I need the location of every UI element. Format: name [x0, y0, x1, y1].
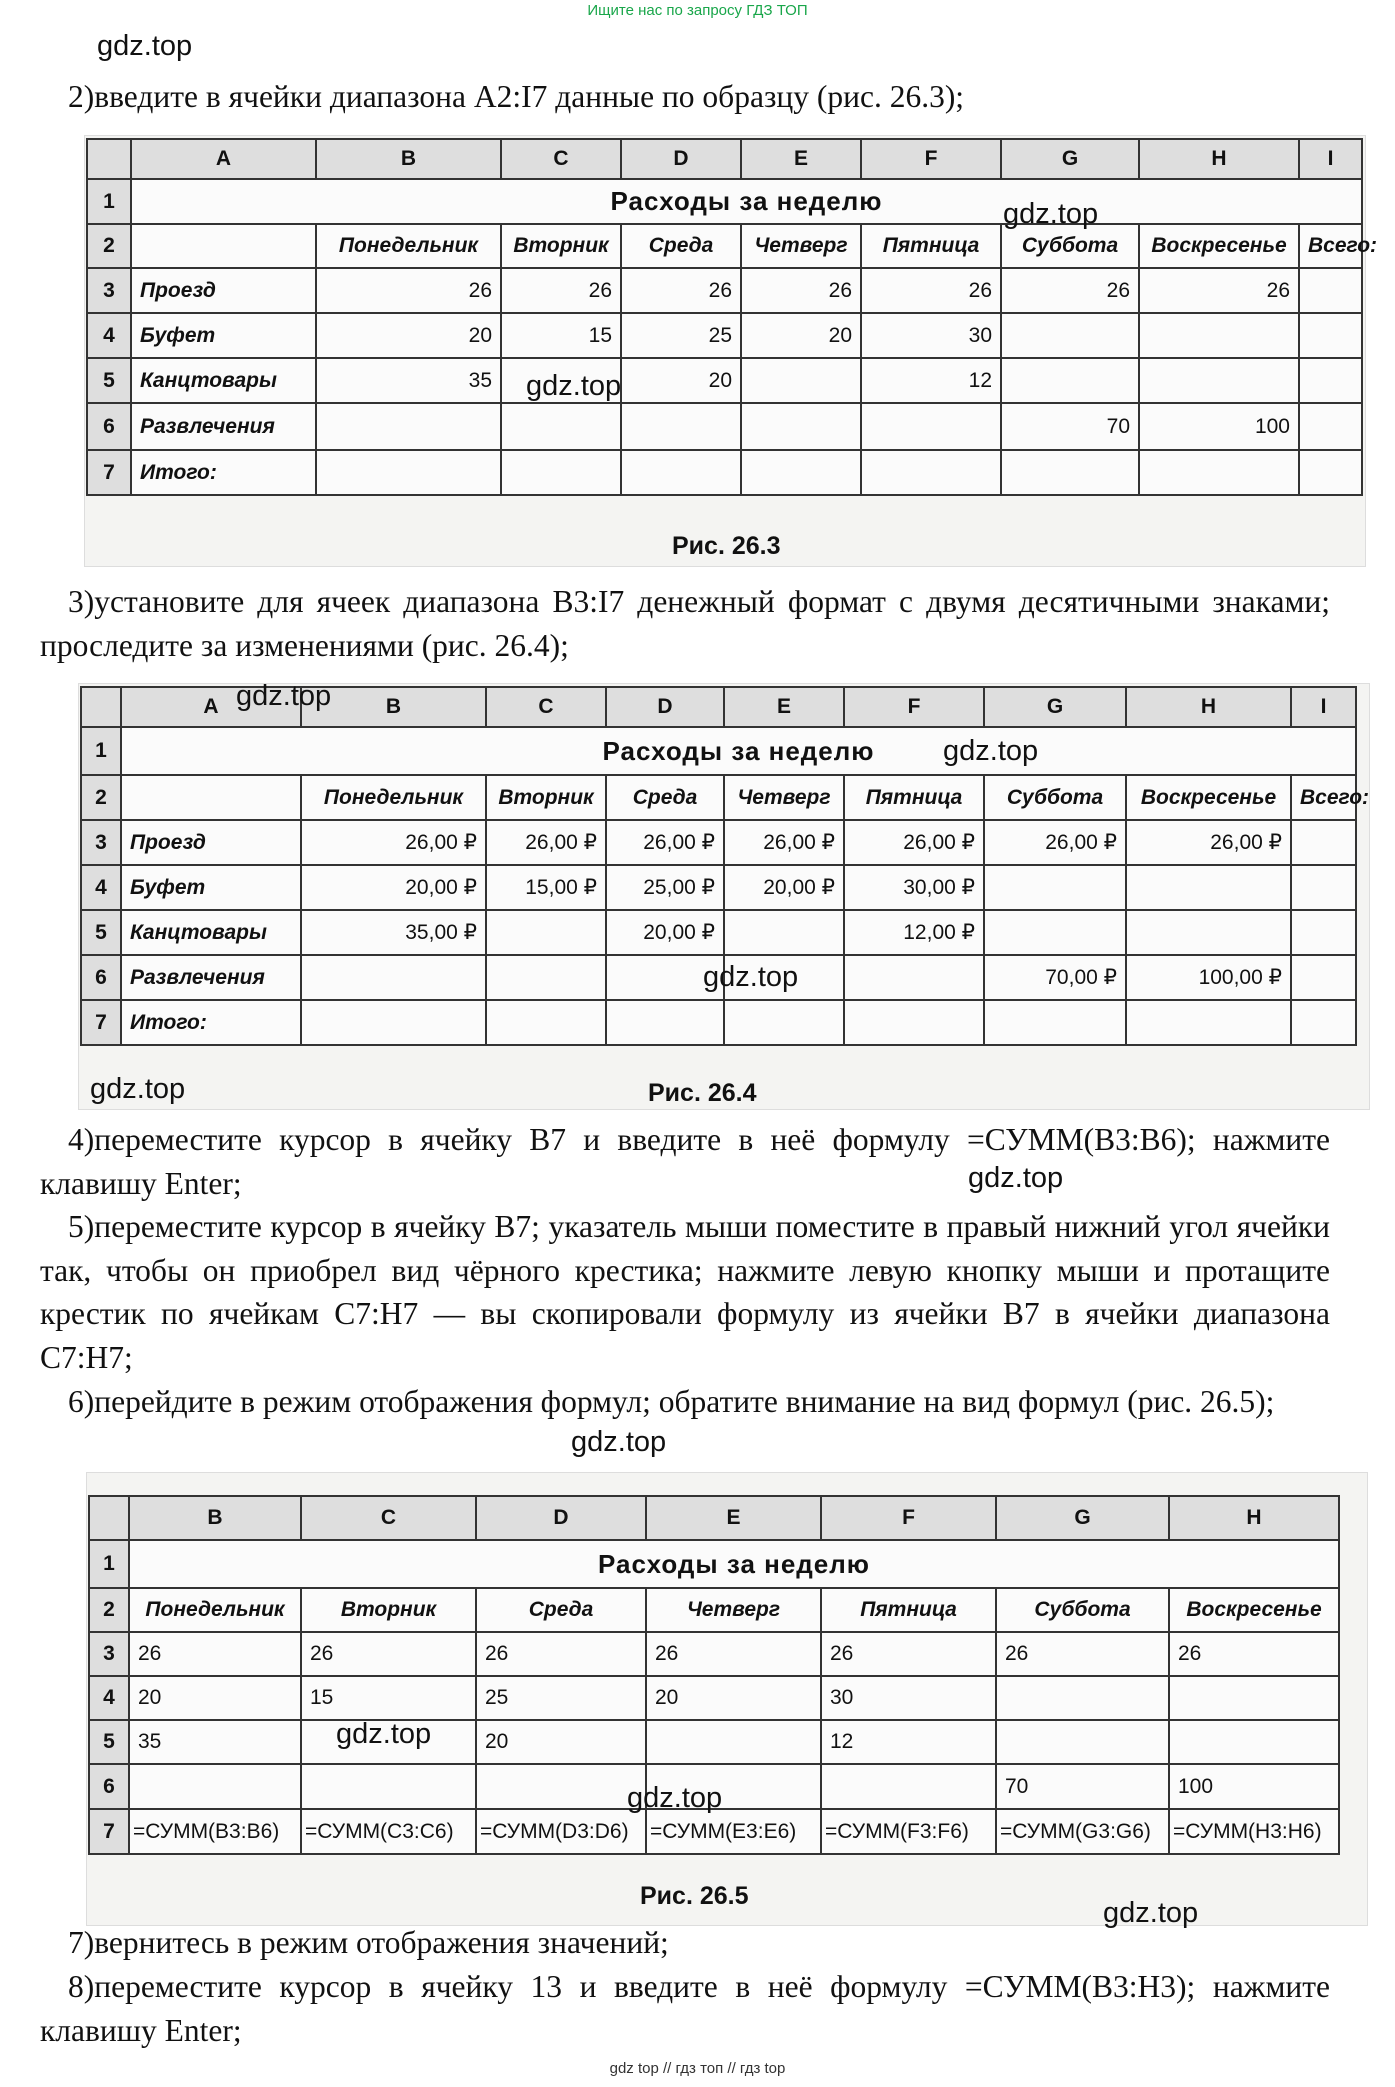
cell: [861, 450, 1001, 495]
cell: 100: [1169, 1764, 1339, 1809]
formula-cell: =СУММ(H3:H6): [1169, 1809, 1339, 1854]
figure-caption: Рис. 26.5: [640, 1882, 749, 1910]
cell: 30: [821, 1676, 996, 1720]
col-header: A: [131, 139, 316, 179]
row-header: 2: [81, 775, 121, 820]
cell: 26: [1139, 268, 1299, 313]
row-label: Буфет: [131, 313, 316, 358]
row-header: 5: [87, 358, 131, 403]
watermark: gdz.top: [571, 1426, 667, 1458]
corner-cell: [87, 139, 131, 179]
watermark: gdz.top: [90, 1073, 186, 1105]
row-label: Итого:: [131, 450, 316, 495]
day-header: Суббота: [984, 775, 1126, 820]
cell: 35,00 ₽: [301, 910, 486, 955]
cell: 35: [316, 358, 501, 403]
row-header: 4: [89, 1676, 129, 1720]
formula-cell: =СУММ(C3:C6): [301, 1809, 476, 1854]
row-header: 1: [81, 727, 121, 775]
col-header: H: [1139, 139, 1299, 179]
cell: [131, 224, 316, 268]
cell: 20,00 ₽: [606, 910, 724, 955]
cell: [996, 1676, 1169, 1720]
cell: 30,00 ₽: [844, 865, 984, 910]
cell: [129, 1764, 301, 1809]
watermark: gdz.top: [968, 1162, 1064, 1194]
row-label: Буфет: [121, 865, 301, 910]
cell: 26: [741, 268, 861, 313]
step-3-text: 3)установите для ячеек диапазона B3:I7 денежный формат с двумя десятичными знаками; проследите за изменениями (рис. 26.4);: [40, 584, 1330, 663]
cell: 26,00 ₽: [301, 820, 486, 865]
step-6-text: 6)перейдите в режим отображения формул; обратите внимание на вид формул (рис. 26.5);: [68, 1384, 1275, 1419]
cell: [1299, 450, 1362, 495]
cell: 26,00 ₽: [1126, 820, 1291, 865]
watermark: gdz.top: [526, 370, 622, 402]
watermark: gdz.top: [1103, 1897, 1199, 1929]
day-header: Среда: [606, 775, 724, 820]
step-2-text: 2)введите в ячейки диапазона A2:I7 данные по образцу (рис. 26.3);: [68, 79, 965, 114]
col-header: F: [844, 687, 984, 727]
step-4-text: 4)переместите курсор в ячейку B7 и введите в неё формулу =СУММ(B3:B6); нажмите клавишу Enter;: [40, 1122, 1330, 1201]
cell: 25: [476, 1676, 646, 1720]
cell: 26: [129, 1632, 301, 1676]
cell: 100,00 ₽: [1126, 955, 1291, 1000]
cell: [301, 955, 486, 1000]
cell: [1299, 403, 1362, 450]
cell: 25: [621, 313, 741, 358]
cell: 70,00 ₽: [984, 955, 1126, 1000]
day-header: Пятница: [844, 775, 984, 820]
cell: [984, 1000, 1126, 1045]
cell: [1299, 358, 1362, 403]
row-header: 6: [89, 1764, 129, 1809]
table-title: Расходы за неделю: [121, 727, 1356, 775]
cell: 12: [861, 358, 1001, 403]
col-header: B: [316, 139, 501, 179]
cell: [861, 403, 1001, 450]
cell: [1126, 865, 1291, 910]
figure-caption: Рис. 26.4: [648, 1079, 757, 1107]
formula-cell: =СУММ(E3:E6): [646, 1809, 821, 1854]
col-header: B: [129, 1496, 301, 1540]
col-header: E: [646, 1496, 821, 1540]
cell: 26: [861, 268, 1001, 313]
bottom-banner: gdz top // гдз топ // гдз top: [609, 2060, 786, 2077]
col-header: H: [1126, 687, 1291, 727]
day-header: Понедельник: [316, 224, 501, 268]
watermark: gdz.top: [627, 1782, 723, 1814]
watermark: gdz.top: [943, 735, 1039, 767]
corner-cell: [89, 1496, 129, 1540]
cell: [1126, 1000, 1291, 1045]
row-header: 5: [89, 1720, 129, 1764]
cell: [486, 1000, 606, 1045]
step-5-text: 5)переместите курсор в ячейку B7; указатель мыши поместите в правый нижний угол ячейки так, чтобы он приобрел вид чёрного крестика; нажмите левую кнопку мыши и протащите крестик по ячейкам C7:H7 — вы скопировали формулу из ячейки B7 в ячейки диапазона C7:H7;: [40, 1209, 1330, 1375]
day-header: Пятница: [861, 224, 1001, 268]
day-header: Четверг: [741, 224, 861, 268]
cell: 26: [996, 1632, 1169, 1676]
cell: [1299, 268, 1362, 313]
cell: [646, 1720, 821, 1764]
cell: 20: [129, 1676, 301, 1720]
cell: [1001, 450, 1139, 495]
day-header: Пятница: [821, 1588, 996, 1632]
cell: [1126, 910, 1291, 955]
col-header: I: [1299, 139, 1362, 179]
cell: [501, 403, 621, 450]
cell: [1291, 910, 1356, 955]
cell: [984, 910, 1126, 955]
row-header: 2: [89, 1588, 129, 1632]
cell: 15: [301, 1676, 476, 1720]
cell: 100: [1139, 403, 1299, 450]
cell: [996, 1720, 1169, 1764]
day-header: Понедельник: [129, 1588, 301, 1632]
row-header: 7: [89, 1809, 129, 1854]
day-header: Среда: [621, 224, 741, 268]
cell: 20: [621, 358, 741, 403]
cell: [476, 1764, 646, 1809]
cell: [486, 955, 606, 1000]
cell: [1001, 313, 1139, 358]
col-header: A: [121, 687, 301, 727]
col-header: G: [984, 687, 1126, 727]
cell: 20: [316, 313, 501, 358]
top-banner[interactable]: Ищите нас по запросу ГДЗ ТОП: [587, 2, 808, 19]
watermark: gdz.top: [97, 30, 193, 62]
row-label: Проезд: [131, 268, 316, 313]
row-header: 7: [87, 450, 131, 495]
row-label: Канцтовары: [131, 358, 316, 403]
col-header: H: [1169, 1496, 1339, 1540]
cell: 26: [1001, 268, 1139, 313]
cell: [1291, 820, 1356, 865]
table-title: Расходы за неделю: [129, 1540, 1339, 1588]
cell: [621, 450, 741, 495]
col-header: D: [606, 687, 724, 727]
day-header: Воскресенье: [1139, 224, 1299, 268]
day-header: Воскресенье: [1126, 775, 1291, 820]
day-header: Суббота: [1001, 224, 1139, 268]
day-header: Суббота: [996, 1588, 1169, 1632]
row-label: Проезд: [121, 820, 301, 865]
formula-cell: =СУММ(B3:B6): [129, 1809, 301, 1854]
formula-cell: =СУММ(G3:G6): [996, 1809, 1169, 1854]
col-header: C: [501, 139, 621, 179]
day-header: Понедельник: [301, 775, 486, 820]
cell: 15: [501, 313, 621, 358]
watermark: gdz.top: [1003, 198, 1099, 230]
cell: 70: [1001, 403, 1139, 450]
col-header: F: [821, 1496, 996, 1540]
cell: [301, 1000, 486, 1045]
cell: [501, 450, 621, 495]
cell: 26: [316, 268, 501, 313]
cell: 26,00 ₽: [724, 820, 844, 865]
cell: [316, 450, 501, 495]
cell: [621, 403, 741, 450]
row-header: 2: [87, 224, 131, 268]
formula-cell: =СУММ(F3:F6): [821, 1809, 996, 1854]
cell: [1139, 450, 1299, 495]
cell: [741, 450, 861, 495]
row-label: Развлечения: [121, 955, 301, 1000]
step-7-text: 7)вернитесь в режим отображения значений;: [68, 1925, 669, 1960]
col-header: G: [1001, 139, 1139, 179]
cell: 26: [476, 1632, 646, 1676]
col-header: E: [724, 687, 844, 727]
total-header: Всего:: [1299, 224, 1362, 268]
row-header: 7: [81, 1000, 121, 1045]
cell: [1169, 1676, 1339, 1720]
day-header: Четверг: [646, 1588, 821, 1632]
cell: [606, 1000, 724, 1045]
row-header: 3: [87, 268, 131, 313]
row-header: 1: [89, 1540, 129, 1588]
formula-cell: =СУММ(D3:D6): [476, 1809, 646, 1854]
cell: [1139, 313, 1299, 358]
cell: [724, 910, 844, 955]
cell: [1299, 313, 1362, 358]
step-8-text: 8)переместите курсор в ячейку 13 и введите в неё формулу =СУММ(B3:H3); нажмите клавишу Enter;: [40, 1969, 1330, 2048]
day-header: Вторник: [501, 224, 621, 268]
cell: 15,00 ₽: [486, 865, 606, 910]
watermark: gdz.top: [236, 680, 332, 712]
col-header: C: [301, 1496, 476, 1540]
cell: [1291, 865, 1356, 910]
watermark: gdz.top: [703, 961, 799, 993]
cell: [1139, 358, 1299, 403]
cell: [301, 1764, 476, 1809]
row-label: Развлечения: [131, 403, 316, 450]
cell: [486, 910, 606, 955]
cell: 70: [996, 1764, 1169, 1809]
day-header: Среда: [476, 1588, 646, 1632]
row-header: 6: [87, 403, 131, 450]
spreadsheet-26-3: [86, 138, 1378, 496]
cell: 26: [501, 268, 621, 313]
cell: 12: [821, 1720, 996, 1764]
table-title: Расходы за неделю: [131, 179, 1362, 224]
col-header: I: [1291, 687, 1356, 727]
row-label: Итого:: [121, 1000, 301, 1045]
col-header: D: [476, 1496, 646, 1540]
cell: [741, 358, 861, 403]
figure-caption: Рис. 26.3: [672, 532, 781, 560]
cell: 20: [741, 313, 861, 358]
cell: 35: [129, 1720, 301, 1764]
cell: [724, 1000, 844, 1045]
cell: [741, 403, 861, 450]
row-header: 1: [87, 179, 131, 224]
cell: [984, 865, 1126, 910]
total-header: Всего:: [1291, 775, 1356, 820]
col-header: F: [861, 139, 1001, 179]
cell: 26: [621, 268, 741, 313]
cell: [1169, 1720, 1339, 1764]
cell: 25,00 ₽: [606, 865, 724, 910]
cell: 26,00 ₽: [486, 820, 606, 865]
col-header: E: [741, 139, 861, 179]
col-header: G: [996, 1496, 1169, 1540]
cell: [844, 1000, 984, 1045]
cell: [821, 1764, 996, 1809]
cell: [1001, 358, 1139, 403]
col-header: D: [621, 139, 741, 179]
cell: [844, 955, 984, 1000]
cell: [1291, 1000, 1356, 1045]
cell: 26: [821, 1632, 996, 1676]
cell: 20: [476, 1720, 646, 1764]
cell: 20,00 ₽: [301, 865, 486, 910]
cell: [316, 403, 501, 450]
row-header: 5: [81, 910, 121, 955]
cell: [121, 775, 301, 820]
row-label: Канцтовары: [121, 910, 301, 955]
day-header: Вторник: [301, 1588, 476, 1632]
cell: 20,00 ₽: [724, 865, 844, 910]
day-header: Четверг: [724, 775, 844, 820]
watermark: gdz.top: [336, 1718, 432, 1750]
col-header: C: [486, 687, 606, 727]
cell: 30: [861, 313, 1001, 358]
corner-cell: [81, 687, 121, 727]
cell: [1291, 955, 1356, 1000]
row-header: 3: [81, 820, 121, 865]
row-header: 6: [81, 955, 121, 1000]
day-header: Воскресенье: [1169, 1588, 1339, 1632]
cell: 26,00 ₽: [844, 820, 984, 865]
day-header: Вторник: [486, 775, 606, 820]
cell: 12,00 ₽: [844, 910, 984, 955]
cell: 26: [646, 1632, 821, 1676]
cell: 26,00 ₽: [606, 820, 724, 865]
col-header: B: [301, 687, 486, 727]
row-header: 4: [81, 865, 121, 910]
row-header: 3: [89, 1632, 129, 1676]
cell: 26: [301, 1632, 476, 1676]
cell: 26: [1169, 1632, 1339, 1676]
cell: 20: [646, 1676, 821, 1720]
row-header: 4: [87, 313, 131, 358]
cell: 26,00 ₽: [984, 820, 1126, 865]
